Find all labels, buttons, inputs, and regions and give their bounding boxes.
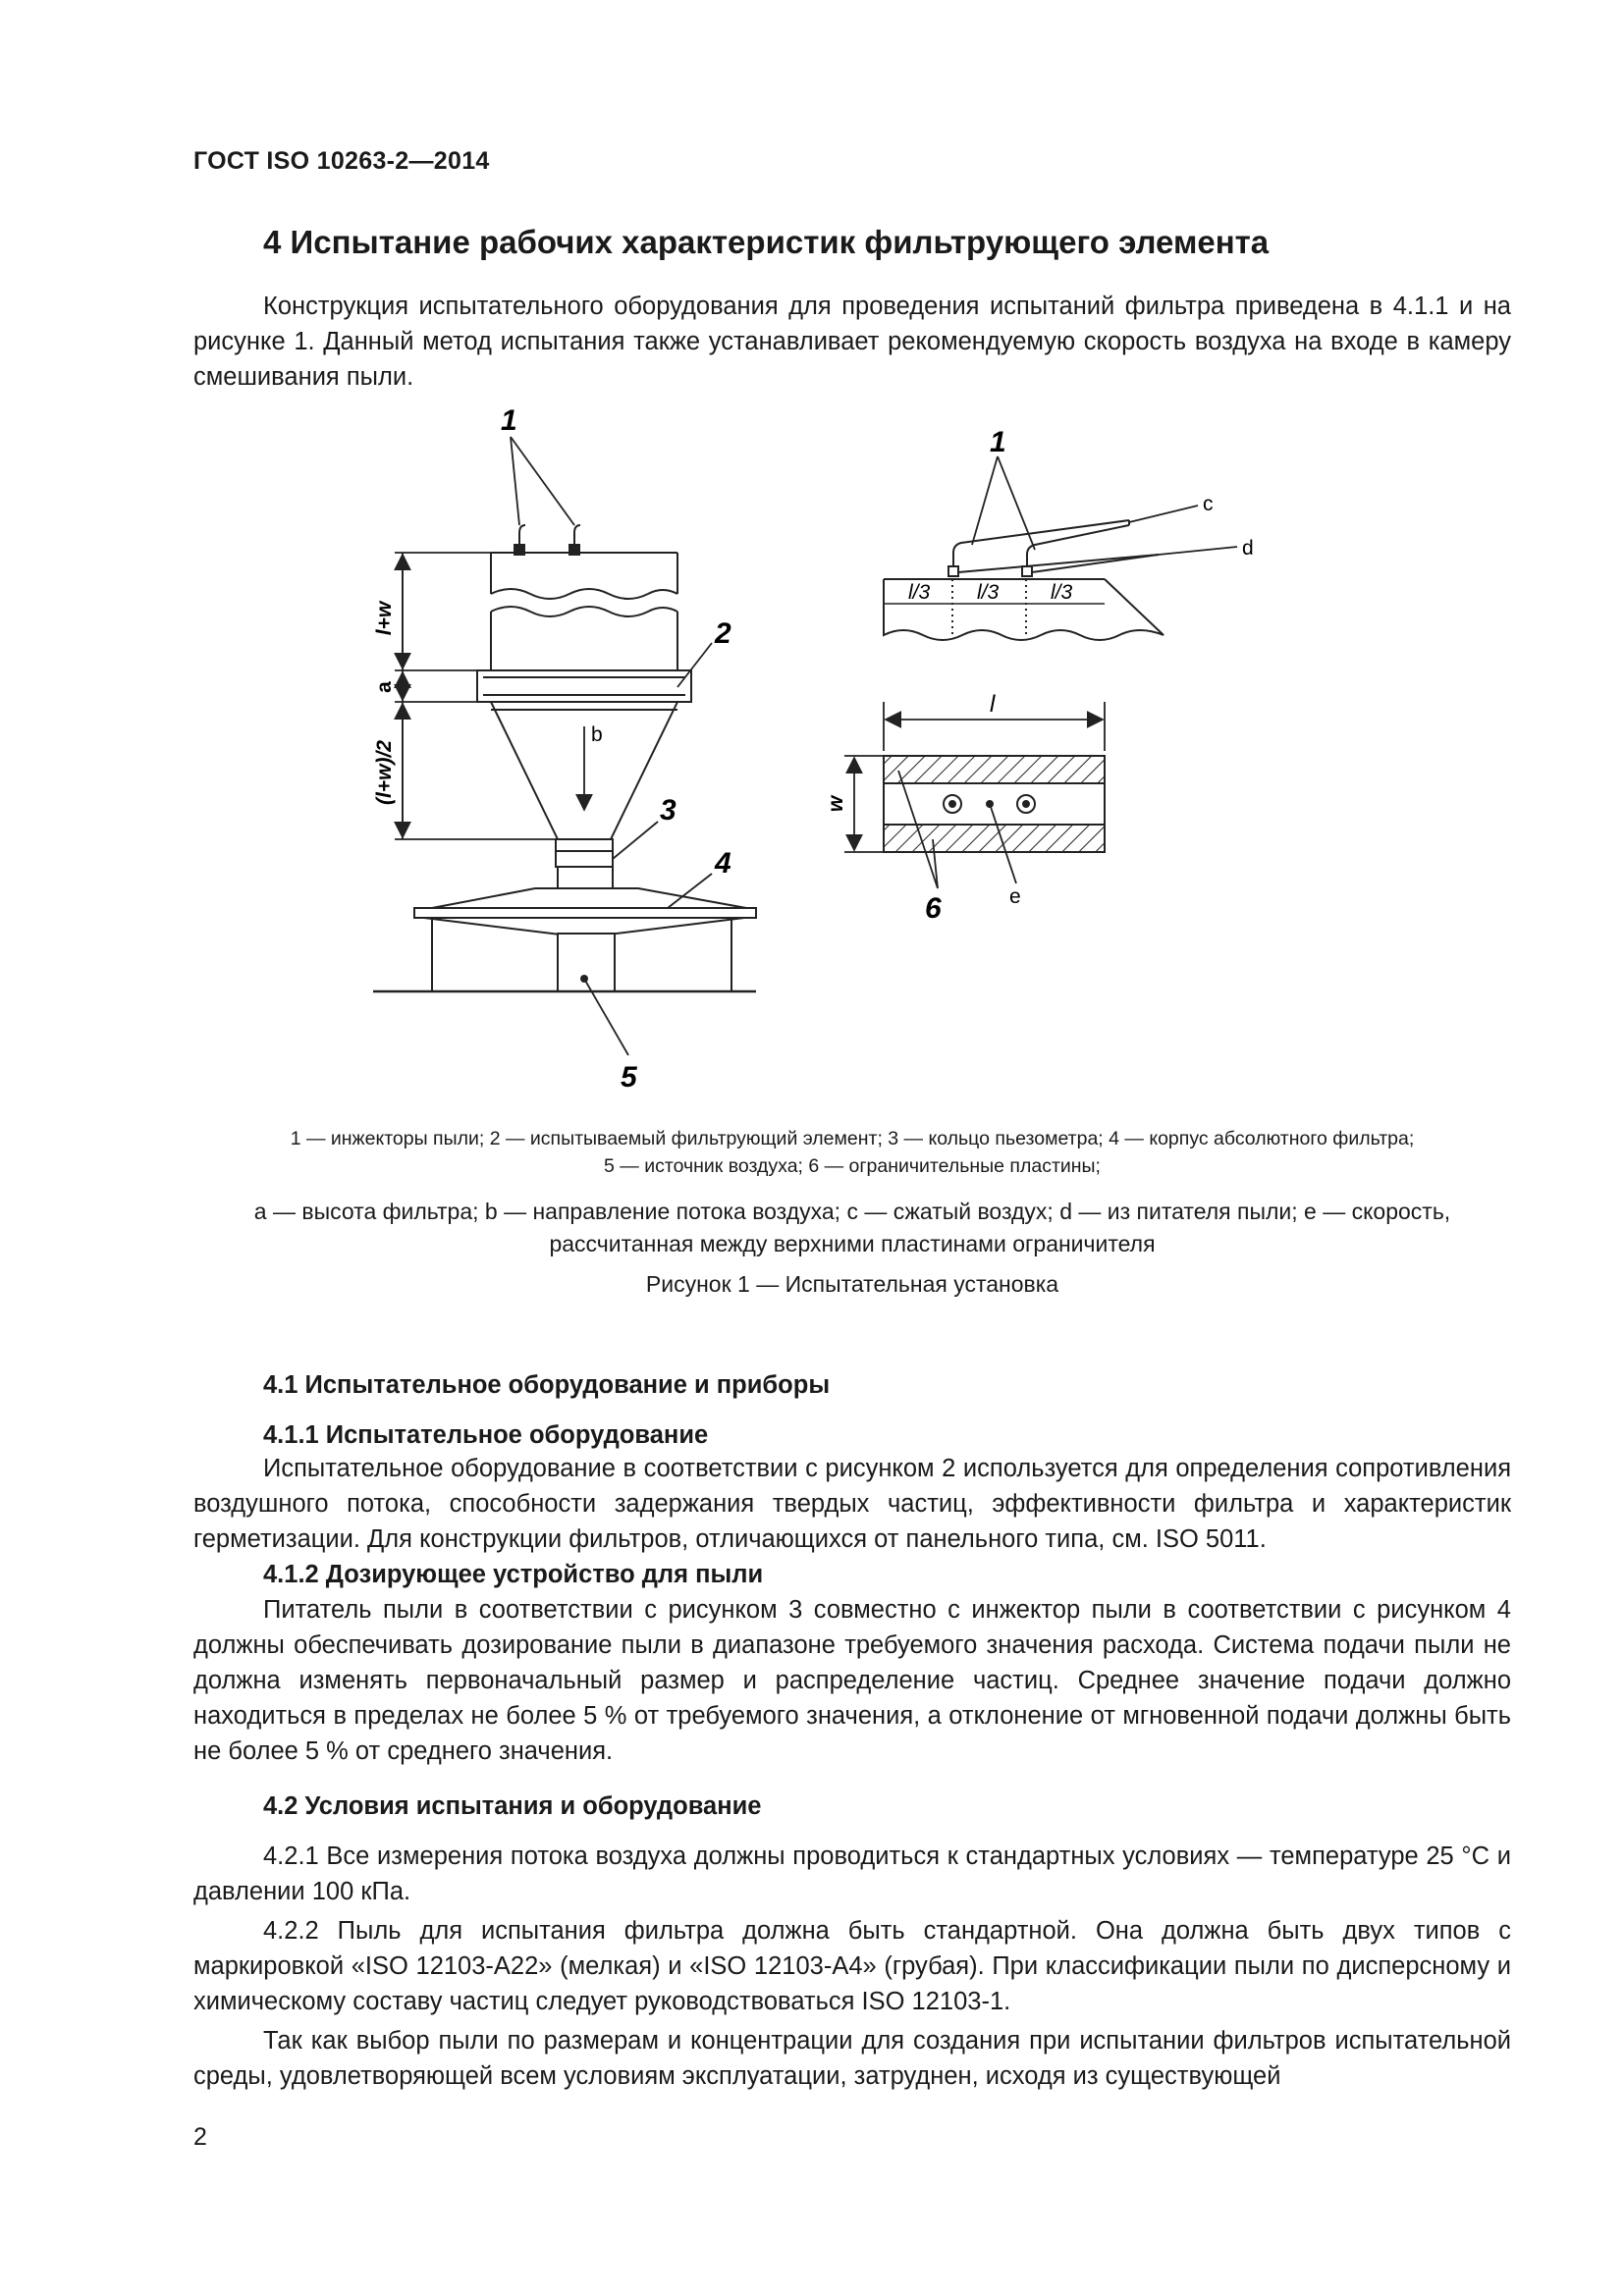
label-c: c <box>1203 493 1214 515</box>
text-4-2-2: 4.2.2 Пыль для испытания фильтра должна быть стандартной. Она должна быть двух типов с маркировкой «ISO 12103-А22» (мелкая) и «ISO 12103-А4» (грубая). При классификации пыли по дисперсному и химическому составу частиц следует руководствоваться ISO 12103-1. <box>193 1917 1511 2015</box>
callout-5: 5 <box>621 1061 637 1094</box>
callout-4: 4 <box>715 847 731 880</box>
text-4-1-1: Испытательное оборудование в соответствии с рисунком 2 используется для определения сопротивления воздушного потока, способности задержания твердых частиц, эффективности фильтра и характеристик герметизации. Для конструкции фильтров, отличающихся от панельного типа, см. ISO 5011. <box>193 1455 1511 1553</box>
left-assembly-drawing <box>373 553 756 991</box>
legend-line-2: 5 — источник воздуха; 6 — ограничительные пластины; <box>604 1155 1101 1177</box>
callout-6: 6 <box>925 892 942 925</box>
label-e: e <box>1009 885 1021 908</box>
dim-label-half: (l+w)/2 <box>373 740 396 805</box>
heading-4-1-2: 4.1.2 Дозирующее устройство для пыли <box>263 1561 764 1588</box>
figure-legend-numbers <box>193 1125 1511 1180</box>
air-source-dot <box>580 975 588 983</box>
text-last: Так как выбор пыли по размерам и концентрации для создания при испытании фильтров испытательной среды, удовлетворяющей всем условиям эксплуатации, затруднен, исходя из существующей <box>193 2027 1511 2090</box>
figure-test-setup <box>373 407 1316 1114</box>
paragraph-4-1-1 <box>193 1451 1511 1557</box>
section-title: 4 Испытание рабочих характеристик фильтрующего элемента <box>263 224 1270 260</box>
dim-label-w: w <box>825 795 847 813</box>
dim-label-l: l <box>990 691 996 718</box>
document-header: ГОСТ ISO 10263-2—2014 <box>193 147 490 175</box>
legend2-line-2: рассчитанная между верхними пластинами ограничителя <box>549 1231 1156 1256</box>
label-b: b <box>591 723 603 746</box>
callout-1-right: 1 <box>990 426 1006 458</box>
dim-label-a: a <box>373 681 396 693</box>
right-bottom-drawing <box>884 756 1105 852</box>
paragraph-last <box>193 2023 1511 2094</box>
intro-text: Конструкция испытательного оборудования для проведения испытаний фильтра приведена в 4.1.1 и на рисунке 1. Данный метод испытания также устанавливает рекомендуемую скорость воздуха на входе в камеру смешивания пыли. <box>193 293 1511 391</box>
left-dust-injectors <box>514 525 580 555</box>
heading-4-1: 4.1 Испытательное оборудование и приборы <box>263 1371 831 1399</box>
paragraph-4-2-2 <box>193 1913 1511 2019</box>
third-label-1: l/3 <box>908 581 931 604</box>
heading-4-1-1: 4.1.1 Испытательное оборудование <box>263 1421 709 1449</box>
text-4-2-1: 4.2.1 Все измерения потока воздуха должны проводиться к стандартных условиях — температуре 25 °С и давлении 100 кПа. <box>193 1842 1511 1905</box>
paragraph-4-2-1 <box>193 1839 1511 1909</box>
callout-3: 3 <box>660 794 677 827</box>
heading-4-2: 4.2 Условия испытания и оборудование <box>263 1792 762 1820</box>
third-label-3: l/3 <box>1051 581 1073 604</box>
intro-paragraph <box>193 289 1511 395</box>
callout-2: 2 <box>715 617 731 650</box>
right-top-leaders <box>972 456 1237 555</box>
paragraph-4-1-2 <box>193 1592 1511 1769</box>
legend-line-1: 1 — инжекторы пыли; 2 — испытываемый фильтрующий элемент; 3 — кольцо пьезометра; 4 — корпус абсолютного фильтра; <box>290 1128 1415 1149</box>
label-d: d <box>1242 537 1254 560</box>
callout-1-left: 1 <box>501 407 517 437</box>
dim-label-l-plus-w: l+w <box>373 601 396 636</box>
legend2-line-1: a — высота фильтра; b — направление потока воздуха; c — сжатый воздух; d — из питателя пыли; e — скорость, <box>253 1199 1451 1224</box>
page-number: 2 <box>193 2123 207 2151</box>
text-4-1-2: Питатель пыли в соответствии с рисунком 3 совместно с инжектор пыли в соответствии с рисунком 4 должны обеспечивать дозирование пыли в диапазоне требуемого значения расхода. Система подачи пыли не должна изменять первоначальный размер и распределение частиц. Среднее значение подачи должно находиться в пределах не более 5 % от требуемого значения, а отклонение от мгновенной подачи должны быть не более 5 % от среднего значения. <box>193 1596 1511 1765</box>
figure-caption: Рисунок 1 — Испытательная установка <box>645 1271 1059 1297</box>
figure-legend-letters <box>193 1196 1511 1260</box>
right-top-drawing <box>884 520 1164 640</box>
third-label-2: l/3 <box>977 581 1000 604</box>
